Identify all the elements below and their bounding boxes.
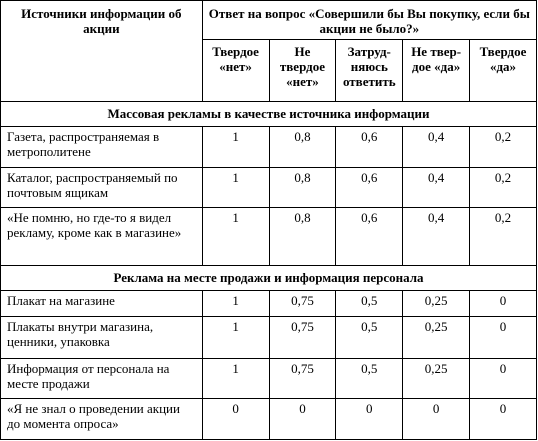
cell-value: 0,75 (269, 317, 336, 358)
cell-value: 0 (336, 398, 403, 439)
cell-value: 0 (470, 290, 537, 317)
table-row (1, 167, 537, 207)
cell-value: 0,5 (336, 358, 403, 398)
row-label: Газета, распространяемая в метрополитене (1, 126, 203, 167)
question-column-header: Ответ на вопрос «Совершили бы Вы покупку, если бы акции не было?» (202, 1, 536, 40)
section-row (1, 265, 537, 290)
row-label: Плакаты внутри магазина, ценники, упаковка (1, 317, 203, 358)
cell-value: 0,4 (403, 126, 470, 167)
row-label: «Я не знал о проведении акции до момента опроса» (1, 398, 203, 439)
table-row (1, 126, 537, 167)
cell-value: 0,5 (336, 290, 403, 317)
table-row (1, 208, 537, 266)
cell-value: 0 (470, 317, 537, 358)
option-header-firm-yes: Твердое «да» (470, 40, 537, 102)
source-column-header: Источники информации об акции (1, 1, 203, 102)
cell-value: 0,2 (470, 126, 537, 167)
cell-value: 0,2 (470, 208, 537, 266)
cell-value: 1 (202, 167, 269, 207)
section-title: Реклама на месте продажи и информация персонала (1, 265, 537, 290)
cell-value: 0,4 (403, 208, 470, 266)
cell-value: 0,25 (403, 358, 470, 398)
table-row (1, 358, 537, 398)
table-row (1, 398, 537, 439)
cell-value: 0,4 (403, 167, 470, 207)
cell-value: 0,25 (403, 290, 470, 317)
cell-value: 0,8 (269, 126, 336, 167)
cell-value: 0,6 (336, 208, 403, 266)
cell-value: 1 (202, 290, 269, 317)
row-label: Плакат на магазине (1, 290, 203, 317)
cell-value: 0,5 (336, 317, 403, 358)
cell-value: 0 (269, 398, 336, 439)
cell-value: 0 (202, 398, 269, 439)
option-header-unsure: Затруд-няюсь ответить (336, 40, 403, 102)
row-label: «Не помню, но где-то я видел рекламу, кроме как в магазине» (1, 208, 203, 266)
option-header-soft-yes: Не твер-дое «да» (403, 40, 470, 102)
row-label: Информация от персонала на месте продажи (1, 358, 203, 398)
cell-value: 0 (470, 358, 537, 398)
cell-value: 0,2 (470, 167, 537, 207)
table-header-row (1, 1, 537, 40)
cell-value: 0,8 (269, 208, 336, 266)
cell-value: 0,8 (269, 167, 336, 207)
table-row (1, 290, 537, 317)
cell-value: 0,75 (269, 290, 336, 317)
cell-value: 0,75 (269, 358, 336, 398)
cell-value: 0 (470, 398, 537, 439)
section-row (1, 101, 537, 126)
cell-value: 0,6 (336, 167, 403, 207)
table-row (1, 317, 537, 358)
cell-value: 1 (202, 358, 269, 398)
cell-value: 0 (403, 398, 470, 439)
section-title: Массовая рекламы в качестве источника информации (1, 101, 537, 126)
cell-value: 1 (202, 317, 269, 358)
cell-value: 0,6 (336, 126, 403, 167)
cell-value: 1 (202, 208, 269, 266)
cell-value: 0,25 (403, 317, 470, 358)
option-header-firm-no: Твердое «нет» (202, 40, 269, 102)
option-header-soft-no: Не твердое «нет» (269, 40, 336, 102)
row-label: Каталог, распространяемый по почтовым ящикам (1, 167, 203, 207)
cell-value: 1 (202, 126, 269, 167)
